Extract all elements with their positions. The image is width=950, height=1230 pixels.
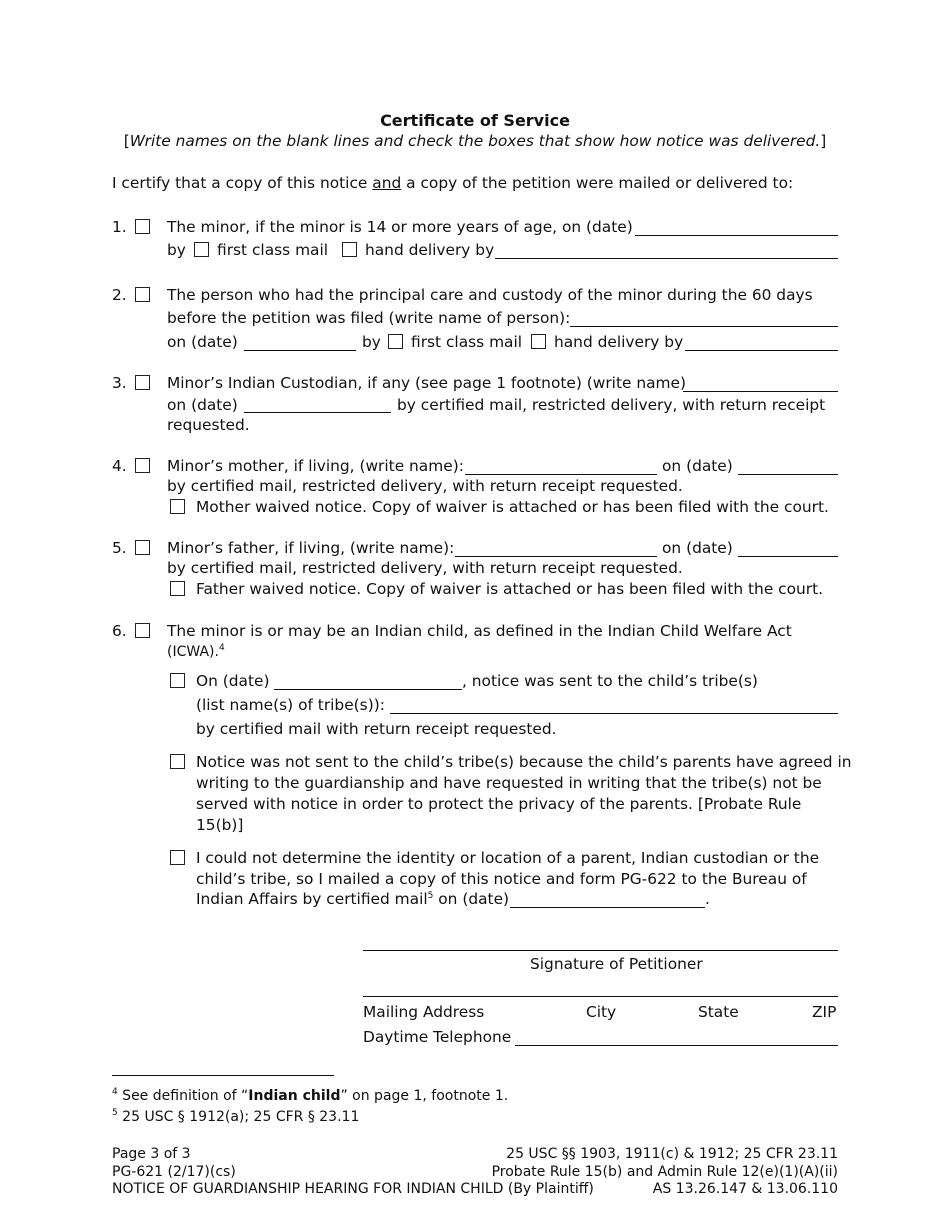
item-5-text: Minor’s father, if living, (write name): bbox=[167, 539, 455, 557]
item-2-hand-label: hand delivery by bbox=[554, 333, 684, 351]
item-5-text-2: by certified mail, restricted delivery, with return receipt requested. bbox=[167, 559, 683, 577]
footnote-4-bold: Indian child bbox=[248, 1088, 341, 1104]
item-1-text: The minor, if the minor is 14 or more years of age, on (date) bbox=[167, 218, 633, 236]
item-6c-line-3 bbox=[196, 890, 509, 908]
item-number: 4. bbox=[112, 457, 127, 475]
item-2-by: by bbox=[362, 333, 381, 351]
item-4-name-line[interactable] bbox=[465, 474, 657, 475]
item-4-text-2: by certified mail, restricted delivery, with return receipt requested. bbox=[167, 477, 683, 495]
item-5-checkbox[interactable] bbox=[135, 540, 150, 555]
item-6c-line-1: I could not determine the identity or location of a parent, Indian custodian or the bbox=[196, 849, 820, 867]
footnote-ref-4: 4 bbox=[218, 643, 225, 653]
item-2-text-2: before the petition was filed (write name of person): bbox=[167, 309, 571, 327]
footer-page-number: Page 3 of 3 bbox=[112, 1146, 191, 1162]
item-2-on-date: on (date) bbox=[167, 333, 238, 351]
footnote-4-num: 4 bbox=[112, 1087, 118, 1097]
footnote-divider bbox=[112, 1075, 334, 1076]
item-4-waiver-checkbox[interactable] bbox=[170, 499, 185, 514]
item-number: 3. bbox=[112, 374, 127, 392]
item-6-checkbox[interactable] bbox=[135, 623, 150, 638]
item-6a-list-label: (list name(s) of tribe(s)): bbox=[196, 696, 385, 714]
footer-form-number: PG-621 (2/17)(cs) bbox=[112, 1164, 236, 1180]
instructions-text: Write names on the blank lines and check the boxes that show how notice was delivered. bbox=[129, 132, 821, 150]
item-5-name-line[interactable] bbox=[455, 556, 657, 557]
item-3-on-date: on (date) bbox=[167, 396, 238, 414]
item-3-text: Minor’s Indian Custodian, if any (see page 1 footnote) (write name) bbox=[167, 374, 686, 392]
item-1-date-line[interactable] bbox=[635, 235, 838, 236]
item-1-hand-line[interactable] bbox=[495, 258, 838, 259]
item-6b-checkbox[interactable] bbox=[170, 754, 185, 769]
item-3-checkbox[interactable] bbox=[135, 375, 150, 390]
item-5-date-line[interactable] bbox=[738, 556, 838, 557]
instructions: [Write names on the blank lines and check the boxes that show how notice was delivered.] bbox=[123, 132, 827, 150]
item-5-waiver-text: Father waived notice. Copy of waiver is attached or has been filed with the court. bbox=[196, 580, 824, 598]
footnote-4-text-b: ” on page 1, footnote 1. bbox=[340, 1088, 509, 1104]
footer-rules: Probate Rule 15(b) and Admin Rule 12(e)(1)(A)(ii) bbox=[491, 1164, 838, 1180]
page-title: Certificate of Service bbox=[380, 111, 570, 130]
item-1-by: by bbox=[167, 241, 186, 259]
item-number: 2. bbox=[112, 286, 127, 304]
footer-statutes: 25 USC §§ 1903, 1911(c) & 1912; 25 CFR 23.11 bbox=[506, 1146, 838, 1162]
item-2-date-line[interactable] bbox=[244, 350, 356, 351]
signature-line[interactable] bbox=[363, 950, 838, 951]
item-6-text: The minor is or may be an Indian child, as defined in the Indian Child Welfare Act bbox=[167, 622, 792, 640]
signature-label: Signature of Petitioner bbox=[530, 955, 703, 973]
address-line[interactable] bbox=[363, 996, 838, 997]
item-2-hand-line[interactable] bbox=[685, 350, 838, 351]
item-1-mail-label: first class mail bbox=[217, 241, 329, 259]
item-number: 1. bbox=[112, 218, 127, 236]
state-label: State bbox=[698, 1003, 739, 1021]
item-6c-checkbox[interactable] bbox=[170, 850, 185, 865]
item-4-waiver-text: Mother waived notice. Copy of waiver is attached or has been filed with the court. bbox=[196, 498, 829, 516]
item-6-icwa bbox=[167, 644, 225, 660]
item-1-checkbox[interactable] bbox=[135, 219, 150, 234]
item-6c-on-date: on (date) bbox=[433, 890, 510, 908]
item-6a-on-date: On (date) bbox=[196, 672, 270, 690]
item-6c-period: . bbox=[705, 890, 710, 908]
intro-part1: I certify that a copy of this notice bbox=[112, 174, 373, 192]
item-4-on-date: on (date) bbox=[662, 457, 733, 475]
phone-line[interactable] bbox=[515, 1045, 838, 1046]
city-label: City bbox=[586, 1003, 617, 1021]
item-4-date-line[interactable] bbox=[738, 474, 838, 475]
icwa-text: (ICWA). bbox=[167, 644, 219, 660]
item-3-date-line[interactable] bbox=[244, 412, 391, 413]
item-3-text-2: by certified mail, restricted delivery, with return receipt bbox=[397, 396, 826, 414]
zip-label: ZIP bbox=[812, 1003, 837, 1021]
item-6a-tribe-line[interactable] bbox=[390, 713, 838, 714]
item-3-name-line[interactable] bbox=[683, 391, 838, 392]
footnote-5-text: 25 USC § 1912(a); 25 CFR § 23.11 bbox=[117, 1109, 360, 1125]
mailing-address-label: Mailing Address bbox=[363, 1003, 485, 1021]
item-3-text-3: requested. bbox=[167, 416, 250, 434]
item-6a-by: by certified mail with return receipt requested. bbox=[196, 720, 557, 738]
footnote-5 bbox=[112, 1108, 359, 1126]
item-6a-text: , notice was sent to the child’s tribe(s) bbox=[462, 672, 758, 690]
item-2-hand-checkbox[interactable] bbox=[531, 334, 546, 349]
item-4-checkbox[interactable] bbox=[135, 458, 150, 473]
item-6b-line-2: writing to the guardianship and have requested in writing that the tribe(s) not be bbox=[196, 774, 822, 792]
footnote-ref-5: 5 bbox=[427, 891, 434, 901]
item-2-text: The person who had the principal care and custody of the minor during the 60 days bbox=[167, 286, 813, 304]
item-6c-date-line[interactable] bbox=[510, 907, 705, 908]
item-number: 5. bbox=[112, 539, 127, 557]
intro-and: and bbox=[372, 174, 402, 192]
item-1-mail-checkbox[interactable] bbox=[194, 242, 209, 257]
item-5-waiver-checkbox[interactable] bbox=[170, 581, 185, 596]
item-4-text: Minor’s mother, if living, (write name): bbox=[167, 457, 464, 475]
item-number: 6. bbox=[112, 622, 127, 640]
footnote-5-num: 5 bbox=[112, 1108, 118, 1118]
item-6a-checkbox[interactable] bbox=[170, 673, 185, 688]
item-1-hand-label: hand delivery by bbox=[365, 241, 495, 259]
footnote-4 bbox=[112, 1087, 508, 1105]
phone-label: Daytime Telephone bbox=[363, 1028, 512, 1046]
item-2-mail-label: first class mail bbox=[411, 333, 523, 351]
item-6c-text: Indian Affairs by certified mail bbox=[196, 890, 428, 908]
item-6a-date-line[interactable] bbox=[274, 689, 462, 690]
footer-form-name: NOTICE OF GUARDIANSHIP HEARING FOR INDIAN CHILD (By Plaintiff) bbox=[112, 1181, 594, 1197]
item-6b-line-1: Notice was not sent to the child’s tribe(s) because the child’s parents have agreed in bbox=[196, 753, 852, 771]
footnote-4-text-a: See definition of “ bbox=[117, 1088, 249, 1104]
item-2-checkbox[interactable] bbox=[135, 287, 150, 302]
intro-statement bbox=[112, 174, 793, 192]
item-2-name-line[interactable] bbox=[570, 326, 838, 327]
footer-as: AS 13.26.147 & 13.06.110 bbox=[652, 1181, 838, 1197]
item-1-hand-checkbox[interactable] bbox=[342, 242, 357, 257]
item-6c-line-2: child’s tribe, so I mailed a copy of this notice and form PG-622 to the Bureau of bbox=[196, 870, 807, 888]
intro-part2: a copy of the petition were mailed or delivered to: bbox=[401, 174, 794, 192]
item-6b-line-3: served with notice in order to protect the privacy of the parents. [Probate Rule bbox=[196, 795, 802, 813]
item-5-on-date: on (date) bbox=[662, 539, 733, 557]
item-6b-line-4: 15(b)] bbox=[196, 816, 244, 834]
item-2-mail-checkbox[interactable] bbox=[388, 334, 403, 349]
